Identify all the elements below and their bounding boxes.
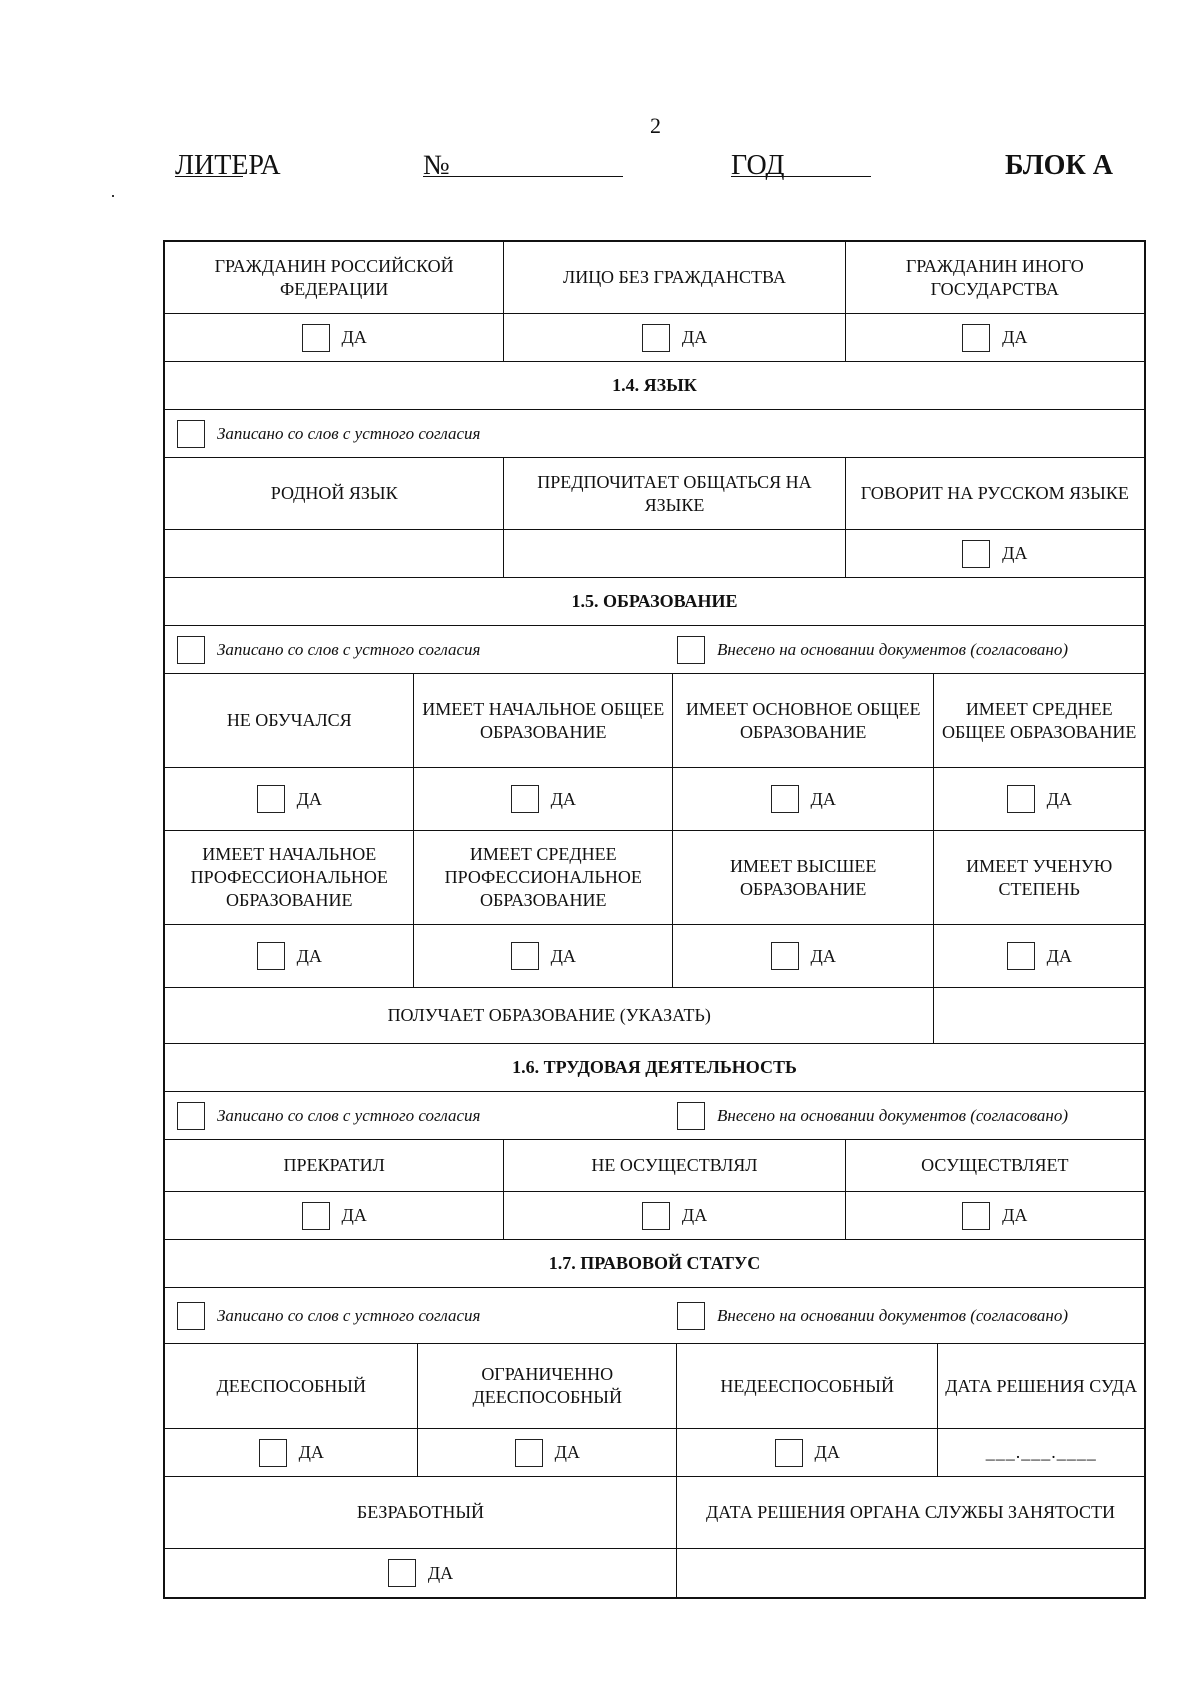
number-label: № <box>423 150 450 181</box>
legal-oral-checkbox[interactable] <box>177 1302 205 1330</box>
legal-capable-label: ДЕЕСПОСОБНЫЙ <box>165 1344 418 1428</box>
edu-basic-general-label: ИМЕЕТ ОСНОВНОЕ ОБЩЕЕ ОБРАЗОВАНИЕ <box>673 674 934 767</box>
employment-docs-checkbox[interactable] <box>677 1102 705 1130</box>
employment-note-row <box>165 1092 1144 1140</box>
edu-higher-label: ИМЕЕТ ВЫСШЕЕ ОБРАЗОВАНИЕ <box>673 831 934 924</box>
citizen-rf-checkbox[interactable] <box>302 324 330 352</box>
yes-label: ДА <box>298 1442 324 1462</box>
edu-academic-degree-label: ИМЕЕТ УЧЕНУЮ СТЕПЕНЬ <box>966 855 1113 899</box>
speck <box>112 195 114 197</box>
yes-label: ДА <box>814 1442 840 1462</box>
citizenship-yes-row <box>165 314 1144 362</box>
legal-incapable-label: НЕДЕЕСПОСОБНЫЙ <box>677 1344 938 1428</box>
employment-stopped-checkbox[interactable] <box>302 1202 330 1230</box>
native-language-field[interactable] <box>165 530 504 577</box>
legal-yes-row <box>165 1429 1144 1477</box>
edu-basic-general-checkbox[interactable] <box>771 785 799 813</box>
education-header-row-2 <box>165 831 1144 925</box>
education-section-title: 1.5. ОБРАЗОВАНИЕ <box>571 591 738 611</box>
entered-docs-note: Внесено на основании документов (согласовано) <box>717 639 1068 659</box>
form-table <box>163 240 1146 1599</box>
language-values-row <box>165 530 1144 578</box>
litera-field[interactable] <box>175 150 243 177</box>
yes-label: ДА <box>810 788 836 809</box>
legal-header-row <box>165 1344 1144 1429</box>
stateless-checkbox[interactable] <box>642 324 670 352</box>
edu-secondary-vocational-label: ИМЕЕТ СРЕДНЕЕ ПРОФЕССИОНАЛЬНОЕ ОБРАЗОВАНИЕ <box>414 831 672 924</box>
education-docs-checkbox[interactable] <box>677 636 705 664</box>
edu-primary-vocational-label: ИМЕЕТ НАЧАЛЬНОЕ ПРОФЕССИОНАЛЬНОЕ ОБРАЗОВАНИЕ <box>165 831 414 924</box>
edu-primary-general-label: ИМЕЕТ НАЧАЛЬНОЕ ОБЩЕЕ ОБРАЗОВАНИЕ <box>414 674 672 767</box>
language-section-title: 1.4. ЯЗЫК <box>612 375 697 395</box>
yes-label: ДА <box>341 1205 367 1225</box>
edu-primary-general-checkbox[interactable] <box>511 785 539 813</box>
edu-receiving-field[interactable] <box>934 988 1144 1043</box>
employment-stopped-label: ПРЕКРАТИЛ <box>165 1140 504 1191</box>
yes-label: ДА <box>296 945 322 966</box>
employment-header-row <box>165 1140 1144 1192</box>
recorded-oral-note: Записано со слов с устного согласия <box>217 1105 481 1125</box>
yes-label: ДА <box>681 327 708 347</box>
edu-secondary-vocational-checkbox[interactable] <box>511 942 539 970</box>
speaks-russian-label: ГОВОРИТ НА РУССКОМ ЯЗЫКЕ <box>860 483 1129 503</box>
court-decision-date-label: ДАТА РЕШЕНИЯ СУДА <box>945 1375 1138 1396</box>
preferred-language-label: ПРЕДПОЧИТАЕТ ОБЩАТЬСЯ НА ЯЗЫКЕ <box>504 458 845 529</box>
yes-label: ДА <box>554 1442 580 1462</box>
employment-oral-checkbox[interactable] <box>177 1102 205 1130</box>
yes-label: ДА <box>1046 945 1072 966</box>
yes-label: ДА <box>1002 1205 1028 1225</box>
speaks-russian-checkbox[interactable] <box>962 540 990 568</box>
education-oral-checkbox[interactable] <box>177 636 205 664</box>
page-number: 2 <box>650 113 661 138</box>
edu-none-checkbox[interactable] <box>257 785 285 813</box>
language-section-row <box>165 362 1144 410</box>
litera-label: ЛИТЕРА <box>175 150 281 181</box>
edu-none-label: НЕ ОБУЧАЛСЯ <box>165 674 414 767</box>
employment-section-title: 1.6. ТРУДОВАЯ ДЕЯТЕЛЬНОСТЬ <box>512 1057 797 1077</box>
language-oral-checkbox[interactable] <box>177 420 205 448</box>
employment-never-checkbox[interactable] <box>642 1202 670 1230</box>
yes-label: ДА <box>810 945 836 966</box>
unemployed-label: БЕЗРАБОТНЫЙ <box>165 1477 677 1548</box>
citizenship-header-row <box>165 242 1144 314</box>
education-receiving-row <box>165 988 1144 1044</box>
document-header <box>175 150 1115 190</box>
legal-incapable-checkbox[interactable] <box>775 1439 803 1467</box>
entered-docs-note: Внесено на основании документов (согласовано) <box>717 1105 1068 1125</box>
employment-working-label: ОСУЩЕСТВЛЯЕТ <box>921 1155 1069 1175</box>
legal-limited-label: ОГРАНИЧЕННО ДЕЕСПОСОБНЫЙ <box>418 1344 676 1428</box>
legal-limited-checkbox[interactable] <box>515 1439 543 1467</box>
edu-higher-checkbox[interactable] <box>771 942 799 970</box>
unemployed-yes-row <box>165 1549 1144 1597</box>
edu-primary-vocational-checkbox[interactable] <box>257 942 285 970</box>
recorded-oral-note: Записано со слов с устного согласия <box>217 423 481 443</box>
year-label: ГОД <box>731 150 785 181</box>
block-label: БЛОК А <box>1005 150 1113 181</box>
yes-label: ДА <box>1046 788 1072 809</box>
yes-label: ДА <box>341 327 367 347</box>
court-decision-date-field[interactable]: ___.___.____ <box>985 1442 1097 1462</box>
legal-note-row <box>165 1288 1144 1344</box>
education-header-row-1 <box>165 674 1144 768</box>
education-note-row <box>165 626 1144 674</box>
unemployed-checkbox[interactable] <box>388 1559 416 1587</box>
number-field[interactable] <box>423 150 623 177</box>
citizen-rf-label: ГРАЖДАНИН РОССИЙСКОЙ ФЕДЕРАЦИИ <box>165 242 504 313</box>
edu-receiving-label: ПОЛУЧАЕТ ОБРАЗОВАНИЕ (УКАЗАТЬ) <box>165 988 934 1043</box>
yes-label: ДА <box>1002 327 1028 347</box>
education-section-row <box>165 578 1144 626</box>
foreign-citizen-checkbox[interactable] <box>962 324 990 352</box>
recorded-oral-note: Записано со слов с устного согласия <box>217 639 481 659</box>
yes-label: ДА <box>681 1205 708 1225</box>
employment-section-row <box>165 1044 1144 1092</box>
yes-label: ДА <box>550 945 576 966</box>
edu-secondary-general-checkbox[interactable] <box>1007 785 1035 813</box>
language-note-row <box>165 410 1144 458</box>
year-field[interactable] <box>731 150 871 177</box>
recorded-oral-note: Записано со слов с устного согласия <box>217 1305 481 1325</box>
employment-never-label: НЕ ОСУЩЕСТВЛЯЛ <box>504 1140 845 1191</box>
yes-label: ДА <box>550 788 576 809</box>
employment-yes-row <box>165 1192 1144 1240</box>
edu-academic-degree-checkbox[interactable] <box>1007 942 1035 970</box>
education-yes-row-2 <box>165 925 1144 988</box>
education-yes-row-1 <box>165 768 1144 831</box>
legal-section-title: 1.7. ПРАВОВОЙ СТАТУС <box>548 1253 761 1273</box>
entered-docs-note: Внесено на основании документов (согласовано) <box>717 1305 1068 1325</box>
stateless-label: ЛИЦО БЕЗ ГРАЖДАНСТВА <box>504 242 845 313</box>
foreign-citizen-label: ГРАЖДАНИН ИНОГО ГОСУДАРСТВА <box>905 255 1084 299</box>
unemployed-header-row <box>165 1477 1144 1549</box>
preferred-language-field[interactable] <box>504 530 845 577</box>
yes-label: ДА <box>1002 543 1028 563</box>
legal-section-row <box>165 1240 1144 1288</box>
native-language-label: РОДНОЙ ЯЗЫК <box>165 458 504 529</box>
legal-capable-checkbox[interactable] <box>259 1439 287 1467</box>
language-header-row <box>165 458 1144 530</box>
edu-secondary-general-label: ИМЕЕТ СРЕДНЕЕ ОБЩЕЕ ОБРАЗОВАНИЕ <box>941 698 1137 742</box>
employment-service-date-label: ДАТА РЕШЕНИЯ ОРГАНА СЛУЖБЫ ЗАНЯТОСТИ <box>705 1502 1116 1522</box>
yes-label: ДА <box>427 1562 454 1583</box>
yes-label: ДА <box>296 788 322 809</box>
employment-service-date-field[interactable] <box>677 1549 1144 1597</box>
legal-docs-checkbox[interactable] <box>677 1302 705 1330</box>
employment-working-checkbox[interactable] <box>962 1202 990 1230</box>
